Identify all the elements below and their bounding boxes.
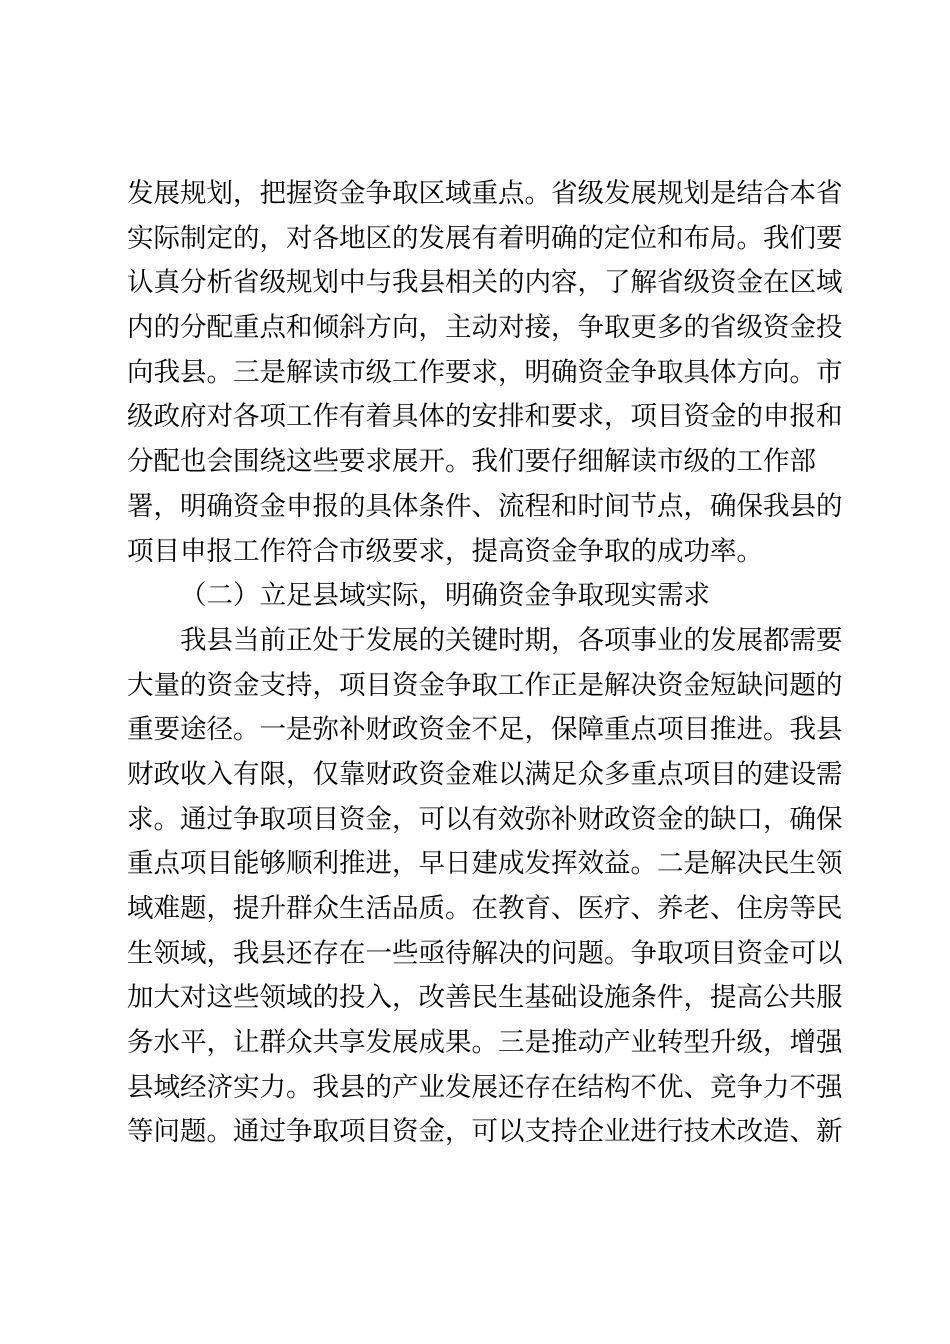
paragraph-line: 署，明确资金申报的具体条件、流程和时间节点，确保我县的 — [127, 490, 843, 522]
paragraph-line: 重点项目能够顺利推进，早日建成发挥效益。二是解决民生领 — [127, 848, 843, 880]
paragraph-line: 加大对这些领域的投入，改善民生基础设施条件，提高公共服 — [127, 982, 843, 1014]
paragraph-line: 大量的资金支持，项目资金争取工作正是解决资金短缺问题的 — [127, 669, 843, 701]
paragraph-line: 务水平，让群众共享发展成果。三是推动产业转型升级，增强 — [127, 1027, 843, 1059]
paragraph-line: 域难题，提升群众生活品质。在教育、医疗、养老、住房等民 — [127, 893, 843, 924]
paragraph-line: 我县当前正处于发展的关键时期，各项事业的发展都需要 — [180, 624, 843, 656]
paragraph-line: 等问题。通过争取项目资金，可以支持企业进行技术改造、新 — [127, 1116, 843, 1148]
paragraph-line: 向我县。三是解读市级工作要求，明确资金争取具体方向。市 — [127, 356, 843, 388]
paragraph-line: 认真分析省级规划中与我县相关的内容，了解省级资金在区域 — [127, 267, 843, 299]
paragraph-line: 项目申报工作符合市级要求，提高资金争取的成功率。 — [127, 535, 763, 567]
paragraph-line: 内的分配重点和倾斜方向，主动对接，争取更多的省级资金投 — [127, 312, 843, 344]
paragraph-line: 发展规划，把握资金争取区域重点。省级发展规划是结合本省 — [127, 178, 843, 209]
paragraph-line: 分配也会围绕这些要求展开。我们要仔细解读市级的工作部 — [127, 446, 816, 478]
document-body — [127, 172, 843, 1155]
paragraph-line: 生领域，我县还存在一些亟待解决的问题。争取项目资金可以 — [127, 937, 843, 969]
paragraph-line: 级政府对各项工作有着具体的安排和要求，项目资金的申报和 — [127, 401, 843, 433]
paragraph-line: 财政收入有限，仅靠财政资金难以满足众多重点项目的建设需 — [127, 758, 843, 790]
section-heading: （二）立足县域实际，明确资金争取现实需求 — [180, 580, 710, 612]
paragraph-line: 实际制定的，对各地区的发展有着明确的定位和布局。我们要 — [127, 222, 843, 254]
paragraph-line: 求。通过争取项目资金，可以有效弥补财政资金的缺口，确保 — [127, 803, 843, 835]
paragraph-line: 重要途径。一是弥补财政资金不足，保障重点项目推进。我县 — [127, 714, 843, 746]
paragraph-line: 县域经济实力。我县的产业发展还存在结构不优、竞争力不强 — [127, 1071, 843, 1103]
